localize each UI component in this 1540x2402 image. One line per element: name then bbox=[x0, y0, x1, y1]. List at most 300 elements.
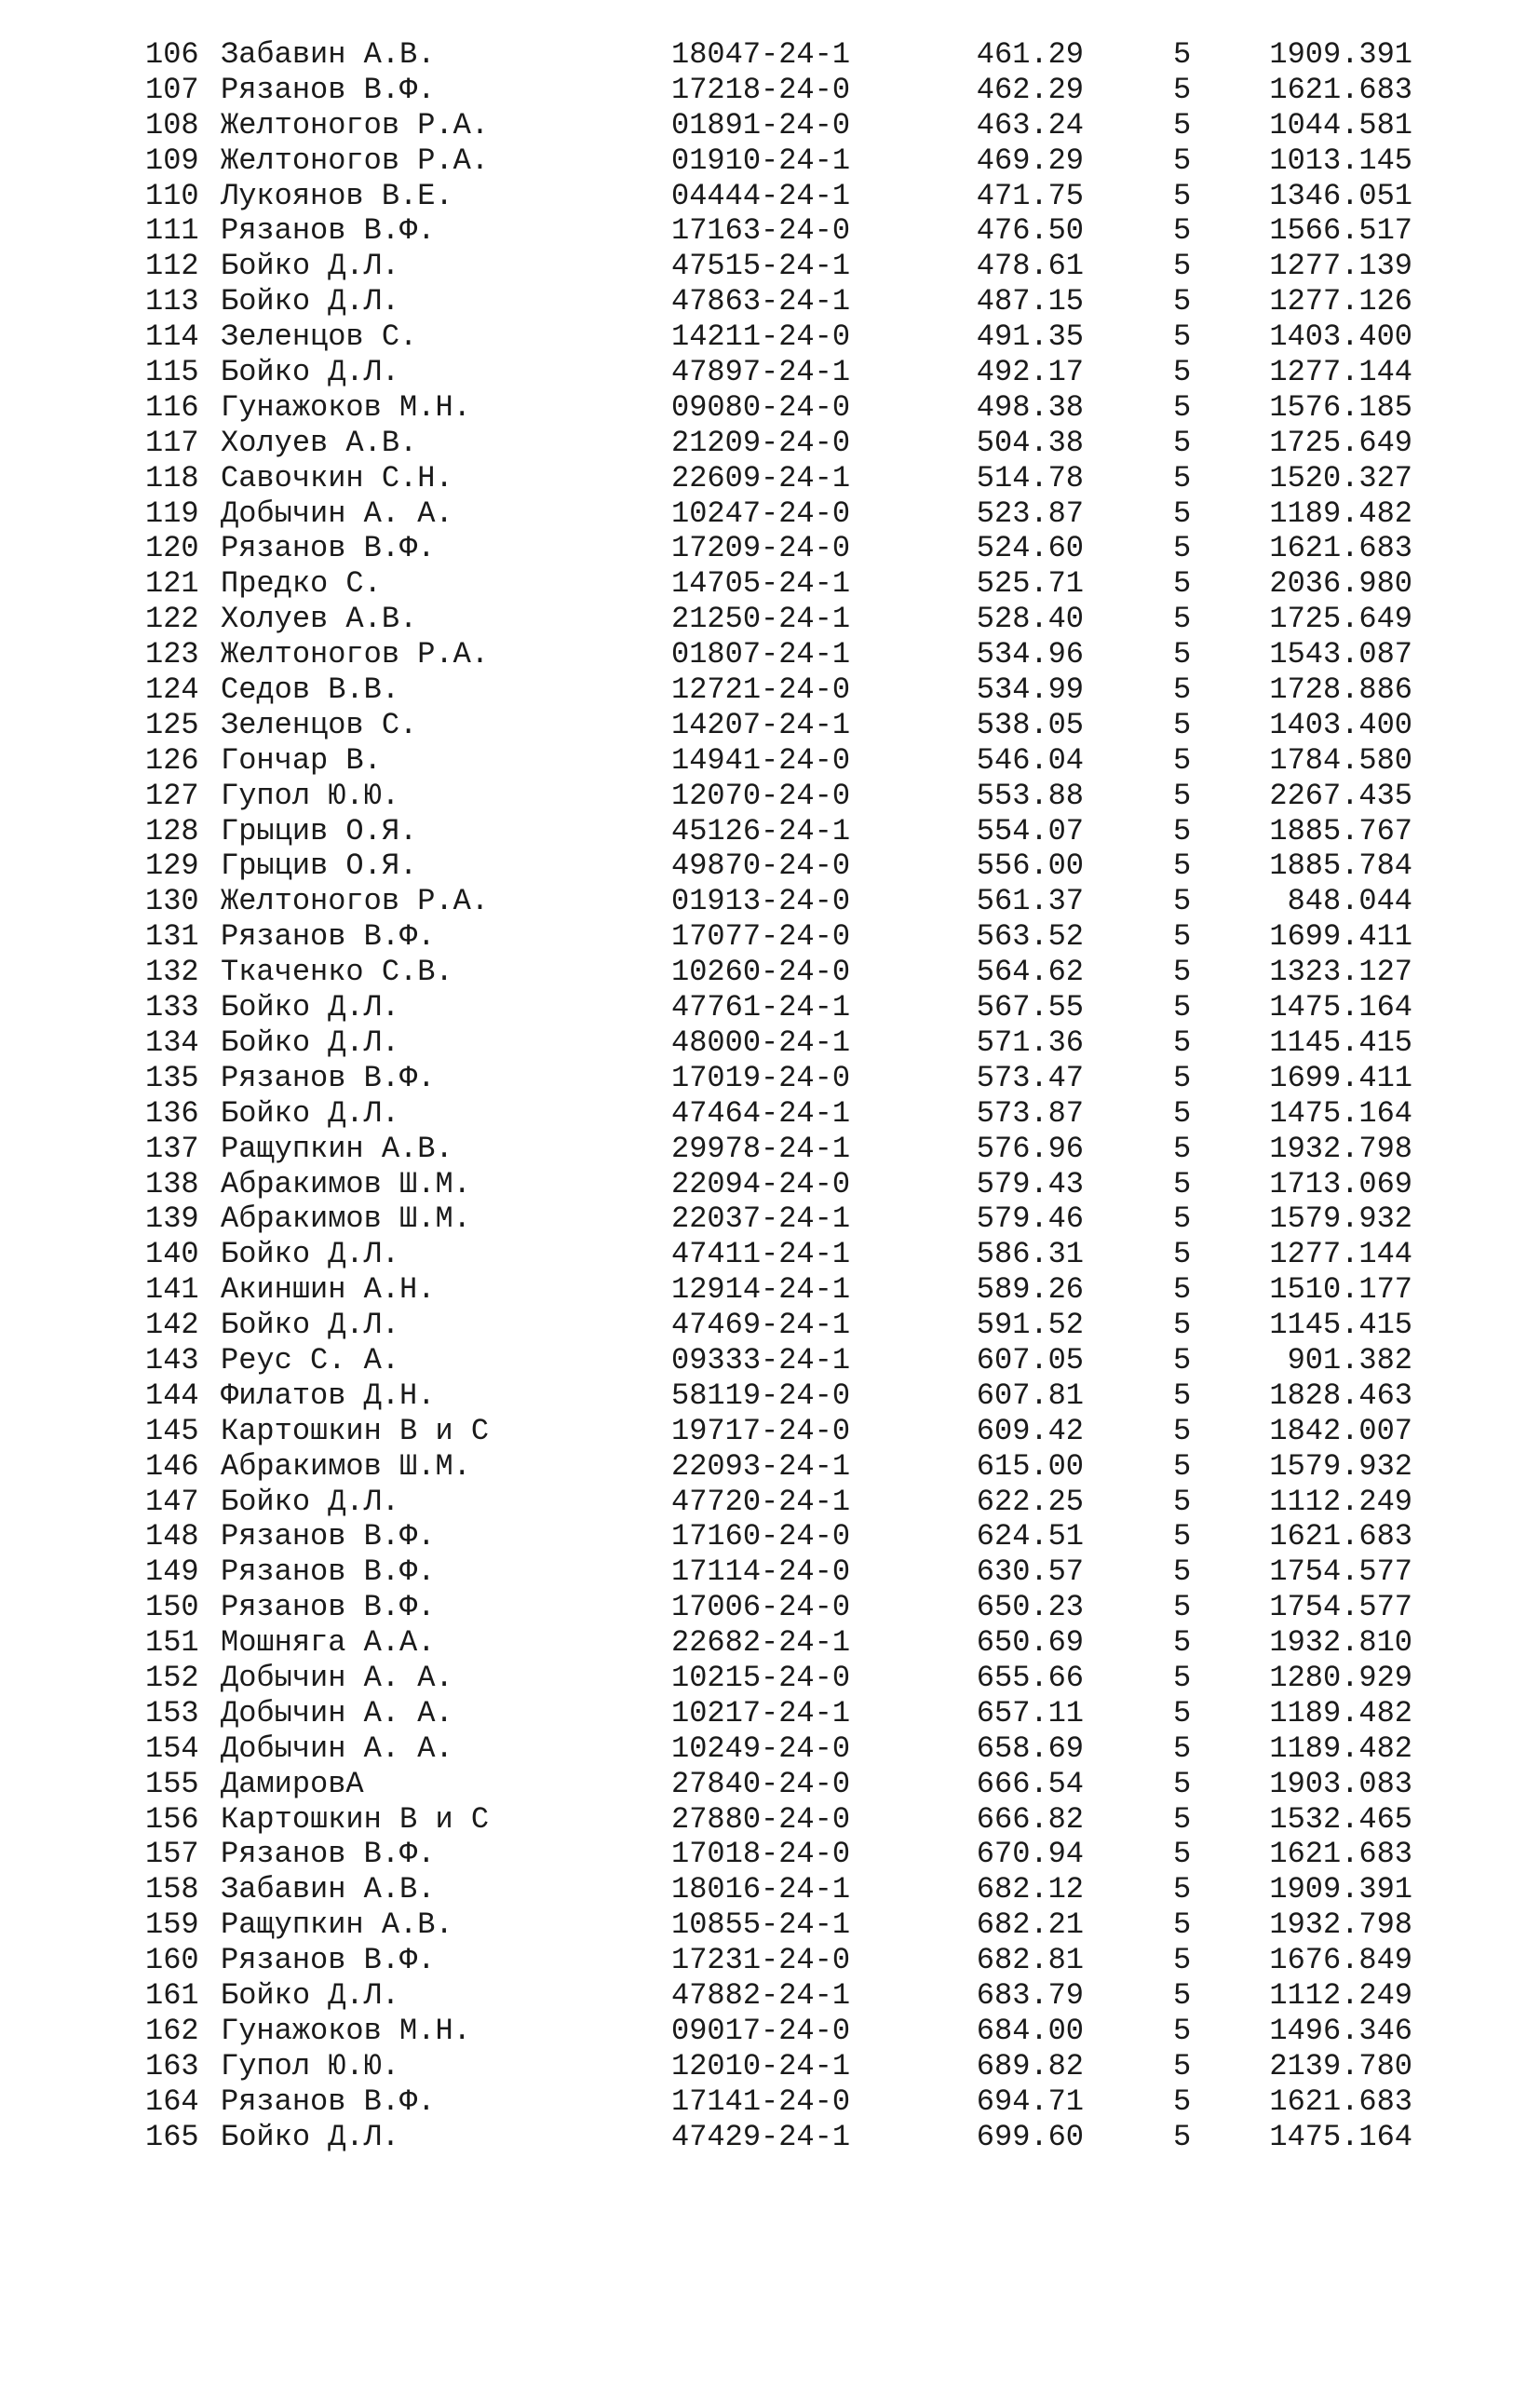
record-code: 17077-24-0 bbox=[671, 919, 851, 955]
record-total: 1713.069 bbox=[1269, 1166, 1412, 1201]
record-value: 478.61 bbox=[976, 249, 1084, 284]
record-code: 21250-24-1 bbox=[671, 602, 851, 637]
person-name: Желтоногов Р.А. bbox=[221, 142, 490, 178]
record-total: 1725.649 bbox=[1269, 425, 1412, 460]
record-count: 5 bbox=[1173, 955, 1192, 990]
person-name: Бойко Д.Л. bbox=[221, 1237, 400, 1272]
record-count: 5 bbox=[1173, 1872, 1192, 1907]
person-name: Седов В.В. bbox=[221, 672, 400, 708]
record-total: 1754.577 bbox=[1269, 1554, 1412, 1590]
person-name: Рязанов В.Ф. bbox=[221, 1060, 436, 1095]
person-name: Абракимов Ш.М. bbox=[221, 1201, 471, 1237]
row-number: 115 bbox=[145, 355, 199, 390]
record-code: 47720-24-1 bbox=[671, 1484, 851, 1519]
row-number: 141 bbox=[145, 1272, 199, 1308]
record-code: 47411-24-1 bbox=[671, 1237, 851, 1272]
person-name: Добычин А. А. bbox=[221, 1660, 453, 1695]
list-item bbox=[0, 355, 1540, 390]
record-count: 5 bbox=[1173, 602, 1192, 637]
person-name: Добычин А. А. bbox=[221, 1730, 453, 1766]
record-value: 573.47 bbox=[976, 1060, 1084, 1095]
record-value: 567.55 bbox=[976, 990, 1084, 1025]
person-name: Грыцив О.Я. bbox=[221, 813, 418, 848]
record-total: 1475.164 bbox=[1269, 990, 1412, 1025]
record-count: 5 bbox=[1173, 1272, 1192, 1308]
person-name: Бойко Д.Л. bbox=[221, 2119, 400, 2154]
record-code: 09333-24-1 bbox=[671, 1342, 851, 1377]
list-item bbox=[0, 919, 1540, 955]
person-name: Мошняга А.А. bbox=[221, 1625, 436, 1661]
row-number: 122 bbox=[145, 602, 199, 637]
record-code: 17209-24-0 bbox=[671, 531, 851, 566]
row-number: 152 bbox=[145, 1660, 199, 1695]
record-count: 5 bbox=[1173, 2013, 1192, 2048]
record-total: 1277.144 bbox=[1269, 1237, 1412, 1272]
record-total: 1754.577 bbox=[1269, 1590, 1412, 1625]
list-item bbox=[0, 1485, 1540, 1520]
list-item bbox=[0, 1519, 1540, 1554]
record-total: 848.044 bbox=[1287, 884, 1412, 919]
row-number: 135 bbox=[145, 1060, 199, 1095]
list-item bbox=[0, 1167, 1540, 1202]
record-total: 1112.249 bbox=[1269, 1977, 1412, 2013]
record-count: 5 bbox=[1173, 213, 1192, 249]
record-value: 564.62 bbox=[976, 955, 1084, 990]
record-code: 10217-24-1 bbox=[671, 1695, 851, 1730]
record-value: 463.24 bbox=[976, 107, 1084, 142]
list-item bbox=[0, 2084, 1540, 2120]
person-name: Забавин А.В. bbox=[221, 37, 436, 72]
record-count: 5 bbox=[1173, 637, 1192, 672]
person-name: Рязанов В.Ф. bbox=[221, 1837, 436, 1872]
record-total: 1566.517 bbox=[1269, 213, 1412, 249]
record-code: 01891-24-0 bbox=[671, 107, 851, 142]
row-number: 146 bbox=[145, 1448, 199, 1484]
record-count: 5 bbox=[1173, 1201, 1192, 1237]
list-item bbox=[0, 143, 1540, 179]
record-total: 1828.463 bbox=[1269, 1377, 1412, 1413]
person-name: Бойко Д.Л. bbox=[221, 1484, 400, 1519]
row-number: 150 bbox=[145, 1590, 199, 1625]
record-count: 5 bbox=[1173, 531, 1192, 566]
record-value: 650.69 bbox=[976, 1625, 1084, 1661]
row-number: 107 bbox=[145, 72, 199, 107]
person-name: Рязанов В.Ф. bbox=[221, 213, 436, 249]
record-value: 615.00 bbox=[976, 1448, 1084, 1484]
record-value: 655.66 bbox=[976, 1660, 1084, 1695]
row-number: 163 bbox=[145, 2048, 199, 2083]
person-name: Реус С. А. bbox=[221, 1342, 400, 1377]
row-number: 112 bbox=[145, 249, 199, 284]
record-total: 1784.580 bbox=[1269, 742, 1412, 778]
row-number: 121 bbox=[145, 566, 199, 602]
record-code: 12914-24-1 bbox=[671, 1272, 851, 1308]
record-value: 492.17 bbox=[976, 355, 1084, 390]
record-total: 1189.482 bbox=[1269, 1730, 1412, 1766]
person-name: Бойко Д.Л. bbox=[221, 1025, 400, 1060]
list-item bbox=[0, 779, 1540, 814]
record-code: 10247-24-0 bbox=[671, 495, 851, 531]
list-item bbox=[0, 1625, 1540, 1661]
record-count: 5 bbox=[1173, 1166, 1192, 1201]
row-number: 159 bbox=[145, 1907, 199, 1943]
row-number: 136 bbox=[145, 1095, 199, 1131]
record-count: 5 bbox=[1173, 2119, 1192, 2154]
record-count: 5 bbox=[1173, 1660, 1192, 1695]
record-value: 546.04 bbox=[976, 742, 1084, 778]
record-value: 579.43 bbox=[976, 1166, 1084, 1201]
record-value: 556.00 bbox=[976, 848, 1084, 884]
record-count: 5 bbox=[1173, 284, 1192, 319]
record-code: 18016-24-1 bbox=[671, 1872, 851, 1907]
record-value: 670.94 bbox=[976, 1837, 1084, 1872]
row-number: 165 bbox=[145, 2119, 199, 2154]
list-item bbox=[0, 672, 1540, 708]
record-count: 5 bbox=[1173, 1801, 1192, 1837]
record-code: 22037-24-1 bbox=[671, 1201, 851, 1237]
record-total: 1346.051 bbox=[1269, 178, 1412, 213]
record-value: 471.75 bbox=[976, 178, 1084, 213]
record-code: 22609-24-1 bbox=[671, 460, 851, 495]
person-name: Холуев А.В. bbox=[221, 602, 418, 637]
list-item bbox=[0, 249, 1540, 284]
record-code: 21209-24-0 bbox=[671, 425, 851, 460]
row-number: 128 bbox=[145, 813, 199, 848]
row-number: 156 bbox=[145, 1801, 199, 1837]
list-item bbox=[0, 1696, 1540, 1731]
person-name: Абракимов Ш.М. bbox=[221, 1448, 471, 1484]
row-number: 118 bbox=[145, 460, 199, 495]
row-number: 113 bbox=[145, 284, 199, 319]
record-code: 22093-24-1 bbox=[671, 1448, 851, 1484]
record-code: 49870-24-0 bbox=[671, 848, 851, 884]
record-value: 561.37 bbox=[976, 884, 1084, 919]
record-code: 45126-24-1 bbox=[671, 813, 851, 848]
record-code: 47897-24-1 bbox=[671, 355, 851, 390]
record-value: 514.78 bbox=[976, 460, 1084, 495]
list-item bbox=[0, 2049, 1540, 2084]
record-total: 1323.127 bbox=[1269, 955, 1412, 990]
record-value: 579.46 bbox=[976, 1201, 1084, 1237]
person-name: Абракимов Ш.М. bbox=[221, 1166, 471, 1201]
list-item bbox=[0, 1802, 1540, 1838]
record-total: 1728.886 bbox=[1269, 672, 1412, 708]
record-total: 2267.435 bbox=[1269, 778, 1412, 813]
record-value: 666.82 bbox=[976, 1801, 1084, 1837]
record-count: 5 bbox=[1173, 460, 1192, 495]
record-total: 1520.327 bbox=[1269, 460, 1412, 495]
person-name: Акиншин А.Н. bbox=[221, 1272, 436, 1308]
record-value: 658.69 bbox=[976, 1730, 1084, 1766]
record-count: 5 bbox=[1173, 1095, 1192, 1131]
list-item bbox=[0, 1025, 1540, 1061]
record-total: 1576.185 bbox=[1269, 389, 1412, 425]
record-code: 01910-24-1 bbox=[671, 142, 851, 178]
list-item bbox=[0, 848, 1540, 884]
record-value: 469.29 bbox=[976, 142, 1084, 178]
record-count: 5 bbox=[1173, 1766, 1192, 1801]
record-value: 534.96 bbox=[976, 637, 1084, 672]
record-total: 1112.249 bbox=[1269, 1484, 1412, 1519]
row-number: 134 bbox=[145, 1025, 199, 1060]
row-number: 142 bbox=[145, 1308, 199, 1343]
person-name: Рязанов В.Ф. bbox=[221, 1943, 436, 1978]
record-code: 47464-24-1 bbox=[671, 1095, 851, 1131]
record-value: 534.99 bbox=[976, 672, 1084, 708]
record-total: 1579.932 bbox=[1269, 1201, 1412, 1237]
record-total: 1621.683 bbox=[1269, 531, 1412, 566]
record-code: 10260-24-0 bbox=[671, 955, 851, 990]
list-item bbox=[0, 955, 1540, 990]
list-item bbox=[0, 1978, 1540, 2014]
list-item bbox=[0, 1343, 1540, 1378]
record-code: 10855-24-1 bbox=[671, 1907, 851, 1943]
record-value: 573.87 bbox=[976, 1095, 1084, 1131]
row-number: 138 bbox=[145, 1166, 199, 1201]
person-name: Желтоногов Р.А. bbox=[221, 884, 490, 919]
record-count: 5 bbox=[1173, 1484, 1192, 1519]
person-name: Ращупкин А.В. bbox=[221, 1907, 453, 1943]
record-code: 12721-24-0 bbox=[671, 672, 851, 708]
record-code: 27840-24-0 bbox=[671, 1766, 851, 1801]
record-value: 622.25 bbox=[976, 1484, 1084, 1519]
list-item bbox=[0, 461, 1540, 496]
record-count: 5 bbox=[1173, 566, 1192, 602]
person-name: Грыцив О.Я. bbox=[221, 848, 418, 884]
list-item bbox=[0, 1237, 1540, 1272]
record-count: 5 bbox=[1173, 919, 1192, 955]
row-number: 147 bbox=[145, 1484, 199, 1519]
list-item bbox=[0, 1272, 1540, 1308]
record-code: 17218-24-0 bbox=[671, 72, 851, 107]
record-total: 1145.415 bbox=[1269, 1308, 1412, 1343]
record-value: 528.40 bbox=[976, 602, 1084, 637]
record-count: 5 bbox=[1173, 2083, 1192, 2119]
record-code: 47469-24-1 bbox=[671, 1308, 851, 1343]
list-item bbox=[0, 1449, 1540, 1485]
record-total: 1676.849 bbox=[1269, 1943, 1412, 1978]
record-count: 5 bbox=[1173, 178, 1192, 213]
record-code: 22682-24-1 bbox=[671, 1625, 851, 1661]
record-total: 1932.798 bbox=[1269, 1907, 1412, 1943]
list-item bbox=[0, 213, 1540, 249]
list-item bbox=[0, 319, 1540, 355]
record-value: 607.05 bbox=[976, 1342, 1084, 1377]
record-code: 09080-24-0 bbox=[671, 389, 851, 425]
person-name: Забавин А.В. bbox=[221, 1872, 436, 1907]
record-code: 29978-24-1 bbox=[671, 1131, 851, 1166]
record-value: 699.60 bbox=[976, 2119, 1084, 2154]
record-count: 5 bbox=[1173, 990, 1192, 1025]
record-code: 47761-24-1 bbox=[671, 990, 851, 1025]
record-list bbox=[0, 37, 1540, 2154]
record-total: 1621.683 bbox=[1269, 1519, 1412, 1554]
record-count: 5 bbox=[1173, 1695, 1192, 1730]
record-code: 14207-24-1 bbox=[671, 707, 851, 742]
person-name: Рязанов В.Ф. bbox=[221, 531, 436, 566]
row-number: 157 bbox=[145, 1837, 199, 1872]
list-item bbox=[0, 814, 1540, 849]
record-code: 12010-24-1 bbox=[671, 2048, 851, 2083]
row-number: 123 bbox=[145, 637, 199, 672]
row-number: 130 bbox=[145, 884, 199, 919]
record-value: 487.15 bbox=[976, 284, 1084, 319]
person-name: Бойко Д.Л. bbox=[221, 1308, 400, 1343]
list-item bbox=[0, 1096, 1540, 1132]
person-name: Зеленцов С. bbox=[221, 319, 418, 355]
row-number: 114 bbox=[145, 319, 199, 355]
row-number: 161 bbox=[145, 1977, 199, 2013]
row-number: 131 bbox=[145, 919, 199, 955]
record-code: 17141-24-0 bbox=[671, 2083, 851, 2119]
row-number: 137 bbox=[145, 1131, 199, 1166]
record-code: 17019-24-0 bbox=[671, 1060, 851, 1095]
row-number: 148 bbox=[145, 1519, 199, 1554]
record-value: 694.71 bbox=[976, 2083, 1084, 2119]
record-count: 5 bbox=[1173, 249, 1192, 284]
record-count: 5 bbox=[1173, 1590, 1192, 1625]
record-total: 1145.415 bbox=[1269, 1025, 1412, 1060]
record-total: 2036.980 bbox=[1269, 566, 1412, 602]
record-value: 523.87 bbox=[976, 495, 1084, 531]
list-item bbox=[0, 884, 1540, 919]
record-total: 1189.482 bbox=[1269, 1695, 1412, 1730]
record-total: 1496.346 bbox=[1269, 2013, 1412, 2048]
list-item bbox=[0, 1061, 1540, 1096]
record-value: 666.54 bbox=[976, 1766, 1084, 1801]
record-count: 5 bbox=[1173, 1519, 1192, 1554]
record-count: 5 bbox=[1173, 1943, 1192, 1978]
record-value: 689.82 bbox=[976, 2048, 1084, 2083]
record-count: 5 bbox=[1173, 742, 1192, 778]
row-number: 133 bbox=[145, 990, 199, 1025]
record-count: 5 bbox=[1173, 1413, 1192, 1448]
record-value: 498.38 bbox=[976, 389, 1084, 425]
record-total: 1932.798 bbox=[1269, 1131, 1412, 1166]
record-code: 17006-24-0 bbox=[671, 1590, 851, 1625]
record-value: 554.07 bbox=[976, 813, 1084, 848]
record-count: 5 bbox=[1173, 1308, 1192, 1343]
person-name: Гупол Ю.Ю. bbox=[221, 2048, 400, 2083]
record-code: 01913-24-0 bbox=[671, 884, 851, 919]
record-total: 1543.087 bbox=[1269, 637, 1412, 672]
list-item bbox=[0, 426, 1540, 461]
record-total: 1277.126 bbox=[1269, 284, 1412, 319]
person-name: Лукоянов В.Е. bbox=[221, 178, 453, 213]
record-total: 1280.929 bbox=[1269, 1660, 1412, 1695]
row-number: 153 bbox=[145, 1695, 199, 1730]
record-total: 1909.391 bbox=[1269, 1872, 1412, 1907]
record-count: 5 bbox=[1173, 142, 1192, 178]
list-item bbox=[0, 1907, 1540, 1943]
record-value: 462.29 bbox=[976, 72, 1084, 107]
record-value: 609.42 bbox=[976, 1413, 1084, 1448]
record-value: 553.88 bbox=[976, 778, 1084, 813]
row-number: 119 bbox=[145, 495, 199, 531]
record-code: 47515-24-1 bbox=[671, 249, 851, 284]
record-code: 17018-24-0 bbox=[671, 1837, 851, 1872]
list-item bbox=[0, 1731, 1540, 1767]
record-total: 1475.164 bbox=[1269, 1095, 1412, 1131]
list-item bbox=[0, 531, 1540, 566]
record-count: 5 bbox=[1173, 1730, 1192, 1766]
record-code: 14941-24-0 bbox=[671, 742, 851, 778]
list-item bbox=[0, 990, 1540, 1025]
record-count: 5 bbox=[1173, 1377, 1192, 1413]
record-total: 1532.465 bbox=[1269, 1801, 1412, 1837]
list-item bbox=[0, 637, 1540, 672]
record-value: 538.05 bbox=[976, 707, 1084, 742]
record-code: 22094-24-0 bbox=[671, 1166, 851, 1201]
person-name: Рязанов В.Ф. bbox=[221, 1590, 436, 1625]
record-total: 1621.683 bbox=[1269, 2083, 1412, 2119]
record-code: 10249-24-0 bbox=[671, 1730, 851, 1766]
record-code: 27880-24-0 bbox=[671, 1801, 851, 1837]
row-number: 132 bbox=[145, 955, 199, 990]
person-name: ДамировА bbox=[221, 1766, 364, 1801]
row-number: 164 bbox=[145, 2083, 199, 2119]
record-count: 5 bbox=[1173, 107, 1192, 142]
record-total: 1621.683 bbox=[1269, 1837, 1412, 1872]
person-name: Филатов Д.Н. bbox=[221, 1377, 436, 1413]
record-value: 684.00 bbox=[976, 2013, 1084, 2048]
person-name: Предко С. bbox=[221, 566, 382, 602]
list-item bbox=[0, 1943, 1540, 1978]
list-item bbox=[0, 2120, 1540, 2155]
record-count: 5 bbox=[1173, 2048, 1192, 2083]
record-total: 1621.683 bbox=[1269, 72, 1412, 107]
record-value: 504.38 bbox=[976, 425, 1084, 460]
row-number: 155 bbox=[145, 1766, 199, 1801]
row-number: 143 bbox=[145, 1342, 199, 1377]
record-count: 5 bbox=[1173, 72, 1192, 107]
list-item bbox=[0, 1414, 1540, 1449]
record-count: 5 bbox=[1173, 1907, 1192, 1943]
list-item bbox=[0, 496, 1540, 532]
record-value: 657.11 bbox=[976, 1695, 1084, 1730]
person-name: Бойко Д.Л. bbox=[221, 355, 400, 390]
record-total: 1903.083 bbox=[1269, 1766, 1412, 1801]
row-number: 158 bbox=[145, 1872, 199, 1907]
row-number: 120 bbox=[145, 531, 199, 566]
person-name: Рязанов В.Ф. bbox=[221, 919, 436, 955]
list-item bbox=[0, 1554, 1540, 1590]
record-count: 5 bbox=[1173, 707, 1192, 742]
person-name: Рязанов В.Ф. bbox=[221, 2083, 436, 2119]
record-code: 47429-24-1 bbox=[671, 2119, 851, 2154]
list-item bbox=[0, 73, 1540, 108]
row-number: 144 bbox=[145, 1377, 199, 1413]
list-item bbox=[0, 602, 1540, 637]
row-number: 108 bbox=[145, 107, 199, 142]
record-total: 1699.411 bbox=[1269, 919, 1412, 955]
record-code: 18047-24-1 bbox=[671, 37, 851, 72]
person-name: Рязанов В.Ф. bbox=[221, 1519, 436, 1554]
record-count: 5 bbox=[1173, 37, 1192, 72]
record-count: 5 bbox=[1173, 1342, 1192, 1377]
list-item bbox=[0, 1767, 1540, 1802]
row-number: 145 bbox=[145, 1413, 199, 1448]
record-total: 2139.780 bbox=[1269, 2048, 1412, 2083]
list-item bbox=[0, 37, 1540, 73]
record-count: 5 bbox=[1173, 1060, 1192, 1095]
person-name: Бойко Д.Л. bbox=[221, 284, 400, 319]
row-number: 116 bbox=[145, 389, 199, 425]
list-item bbox=[0, 179, 1540, 214]
record-count: 5 bbox=[1173, 1131, 1192, 1166]
record-value: 491.35 bbox=[976, 319, 1084, 355]
list-item bbox=[0, 1872, 1540, 1907]
